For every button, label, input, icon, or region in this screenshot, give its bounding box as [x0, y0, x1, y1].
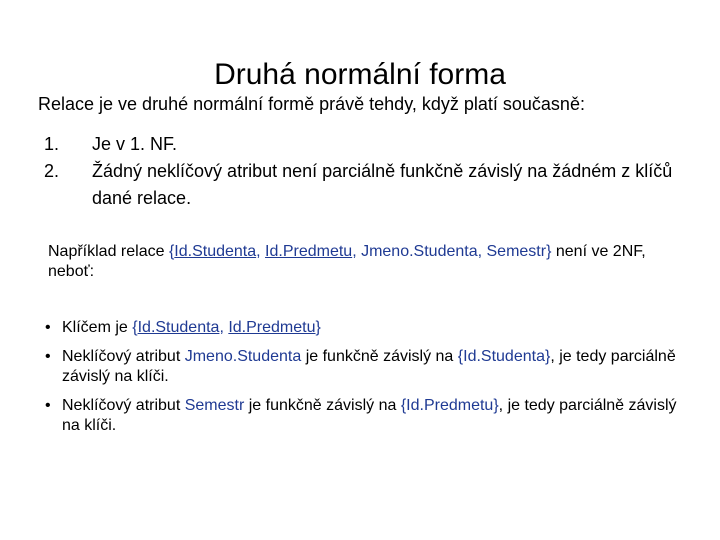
reason-middle: je funkčně závislý na — [244, 397, 401, 414]
dependency-set: {Id.Predmetu} — [400, 397, 499, 414]
example-paragraph — [48, 242, 688, 282]
relation-separator: , — [352, 243, 362, 260]
condition-number: 1. — [44, 134, 60, 154]
bullet-icon: • — [45, 348, 51, 365]
condition-item — [44, 158, 692, 212]
relation-close-brace: } — [546, 243, 552, 260]
relation-attr-semestr: Semestr — [486, 243, 547, 260]
relation-attr-id-studenta: Id.Studenta — [174, 243, 257, 260]
example-suffix: není ve 2NF, neboť: — [48, 243, 646, 280]
reason-suffix: , je tedy parciálně závislý na klíči. — [62, 397, 677, 434]
reason-prefix: Neklíčový atribut — [62, 348, 185, 365]
reason-prefix: Klíčem je — [62, 319, 133, 336]
nonkey-attr: Semestr — [184, 397, 245, 414]
relation-separator: , — [477, 243, 487, 260]
reason-prefix: Neklíčový atribut — [62, 397, 185, 414]
reason-text — [62, 347, 695, 387]
relation-separator: , — [256, 243, 266, 260]
reason-item-key — [45, 318, 695, 338]
bullet-icon: • — [45, 319, 51, 336]
key-open-brace: { — [132, 319, 138, 336]
nonkey-attr: Jmeno.Studenta — [184, 348, 302, 365]
bullet-icon: • — [45, 397, 51, 414]
key-attr-id-predmetu: Id.Predmetu — [228, 319, 316, 336]
reason-text — [62, 318, 695, 338]
reason-item-jmeno — [45, 347, 695, 387]
key-attr-id-studenta: Id.Studenta — [137, 319, 220, 336]
reason-text — [62, 396, 695, 436]
intro-text: Relace je ve druhé normální formě právě tehdy, když platí současně: — [38, 94, 585, 114]
example-prefix: Například relace — [48, 243, 169, 260]
condition-number: 2. — [44, 161, 60, 181]
condition-item — [44, 131, 692, 158]
condition-text: Je v 1. NF. — [92, 134, 178, 154]
conditions-list — [44, 131, 692, 212]
relation-open-brace: { — [168, 243, 175, 260]
condition-text: Žádný neklíčový atribut není parciálně funkčně závislý na žádném z klíčů dané relace. — [92, 161, 673, 208]
relation-attr-id-predmetu: Id.Predmetu — [265, 243, 353, 260]
reason-suffix: , je tedy parciálně závislý na klíči. — [62, 348, 676, 385]
key-separator: , — [219, 319, 229, 336]
reason-middle: je funkčně závislý na — [301, 348, 458, 365]
relation-attr-jmeno-studenta: Jmeno.Studenta — [361, 243, 478, 260]
key-close-brace: } — [315, 319, 321, 336]
slide-title: Druhá normální forma — [214, 58, 506, 92]
reasons-list — [45, 318, 695, 445]
dependency-set: {Id.Studenta} — [457, 348, 551, 365]
reason-item-semestr — [45, 396, 695, 436]
